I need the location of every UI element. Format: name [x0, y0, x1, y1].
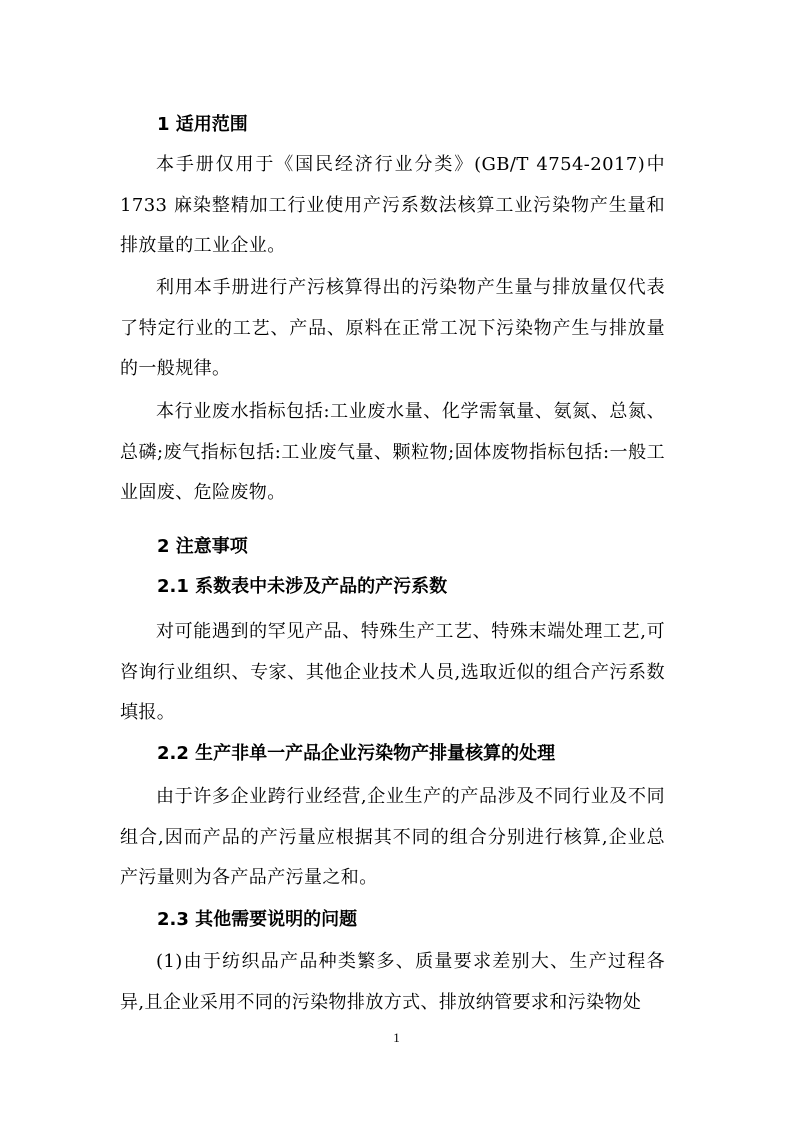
section-1-paragraph-2: 利用本手册进行产污核算得出的污染物产生量与排放量仅代表了特定行业的工艺、产品、原料在正常工况下污染物产生与排放量的一般规律。 — [120, 277, 665, 379]
section-1-heading: 1 适用范围 — [157, 114, 248, 135]
page-number: 1 — [393, 1030, 400, 1045]
section-2-1-paragraph-1: 对可能遇到的罕见产品、特殊生产工艺、特殊末端处理工艺,可咨询行业组织、专家、其他企业技术人员,选取近似的组合产污系数填报。 — [120, 621, 665, 723]
section-2-2-heading: 2.2 生产非单一产品企业污染物产排量核算的处理 — [157, 743, 556, 764]
section-1-paragraph-1: 本手册仅用于《国民经济行业分类》(GB/T 4754-2017)中 1733 麻染整精加工行业使用产污系数法核算工业污染物产生量和排放量的工业企业。 — [120, 154, 665, 256]
section-2-3-heading: 2.3 其他需要说明的问题 — [157, 909, 358, 930]
section-2-1-heading: 2.1 系数表中未涉及产品的产污系数 — [157, 576, 448, 597]
section-1-paragraph-3: 本行业废水指标包括:工业废水量、化学需氧量、氨氮、总氮、总磷;废气指标包括:工业废气量、颗粒物;固体废物指标包括:一般工业固废、危险废物。 — [120, 401, 665, 503]
section-2-2-paragraph-1: 由于许多企业跨行业经营,企业生产的产品涉及不同行业及不同组合,因而产品的产污量应根据其不同的组合分别进行核算,企业总产污量则为各产品产污量之和。 — [120, 786, 665, 888]
section-2-3-paragraph-1: (1)由于纺织品产品种类繁多、质量要求差别大、生产过程各异,且企业采用不同的污染物排放方式、排放纳管要求和污染物处 — [120, 951, 665, 1013]
section-2-heading: 2 注意事项 — [157, 536, 248, 557]
